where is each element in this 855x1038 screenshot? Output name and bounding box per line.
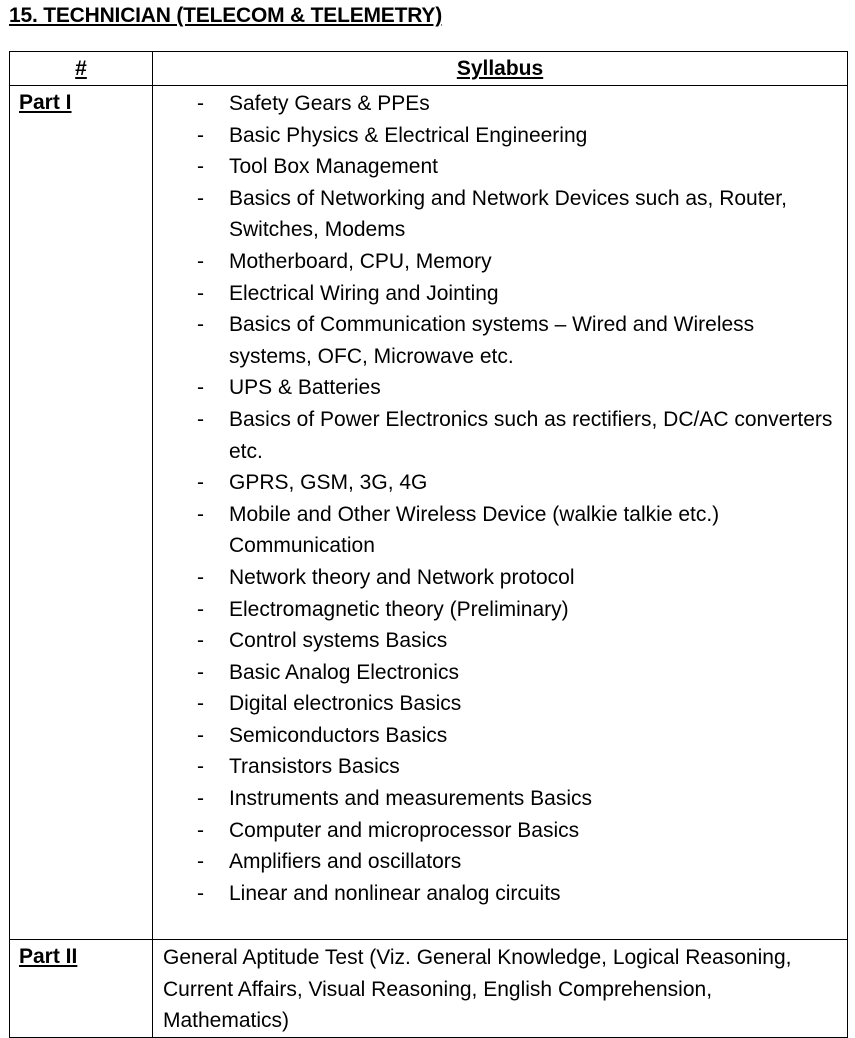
- bullet-dash: -: [197, 565, 204, 589]
- header-syllabus: Syllabus: [153, 52, 848, 86]
- bullet-dash: -: [197, 92, 204, 115]
- topic-text: Motherboard, CPU, Memory: [229, 249, 492, 273]
- list-item: [153, 751, 847, 783]
- topic-text: Tool Box Management: [229, 155, 438, 179]
- topic-text: Network theory and Network protocol: [229, 565, 575, 589]
- topic-text: UPS & Batteries: [229, 376, 381, 400]
- bullet-dash: -: [197, 249, 204, 273]
- topic-text: Basic Physics & Electrical Engineering: [229, 123, 588, 147]
- bullet-dash: -: [197, 660, 204, 684]
- topic-text: Basics of Communication systems – Wired and Wireless systems, OFC, Microwave etc.: [229, 313, 755, 368]
- bullet-dash: -: [197, 755, 204, 779]
- bullet-dash: -: [197, 376, 204, 400]
- part1-syllabus-cell: [153, 86, 848, 940]
- list-item: [153, 657, 847, 689]
- bullet-dash: -: [197, 787, 204, 811]
- list-item: [153, 88, 847, 120]
- list-item: [153, 151, 847, 183]
- bullet-dash: -: [197, 123, 204, 147]
- topic-text: Electrical Wiring and Jointing: [229, 281, 499, 305]
- topic-text: Digital electronics Basics: [229, 692, 462, 716]
- list-item: [153, 183, 847, 246]
- topic-text: Linear and nonlinear analog circuits: [229, 881, 561, 905]
- topic-text: Control systems Basics: [229, 629, 448, 653]
- table-row-part1: [10, 86, 848, 940]
- bullet-dash: -: [197, 502, 204, 526]
- topic-text: Basics of Power Electronics such as rectifiers, DC/AC converters etc.: [229, 407, 833, 463]
- part1-label: Part I: [10, 86, 153, 940]
- list-item: [153, 878, 847, 910]
- topic-text: Transistors Basics: [229, 755, 400, 779]
- bullet-dash: -: [197, 313, 204, 337]
- list-item: [153, 815, 847, 847]
- table-header-row: [10, 52, 848, 86]
- table-row-part2: [10, 940, 848, 1038]
- part2-syllabus-text: General Aptitude Test (Viz. General Knowledge, Logical Reasoning, Current Affairs, Visual Reasoning, English Comprehension, Mathematics): [153, 940, 848, 1038]
- bullet-dash: -: [197, 881, 204, 905]
- topic-text: Electromagnetic theory (Preliminary): [229, 597, 569, 621]
- topic-text: Instruments and measurements Basics: [229, 787, 592, 811]
- bullet-dash: -: [197, 818, 204, 842]
- topic-text: Amplifiers and oscillators: [229, 850, 462, 874]
- list-item: [153, 625, 847, 657]
- syllabus-table: [9, 51, 848, 1038]
- topic-text: Computer and microprocessor Basics: [229, 818, 580, 842]
- bullet-dash: -: [197, 597, 204, 621]
- bullet-dash: -: [197, 281, 204, 305]
- list-item: [153, 720, 847, 752]
- document-title: 15. TECHNICIAN (TELECOM & TELEMETRY): [9, 4, 443, 27]
- topic-text: Basic Analog Electronics: [229, 660, 459, 684]
- bullet-dash: -: [197, 723, 204, 747]
- topic-text: Mobile and Other Wireless Device (walkie talkie etc.) Communication: [229, 502, 720, 558]
- bullet-dash: -: [197, 407, 204, 431]
- topic-text: Basics of Networking and Network Devices such as, Router, Switches, Modems: [229, 186, 787, 242]
- list-item: [153, 372, 847, 404]
- list-item: [153, 467, 847, 499]
- topic-text: GPRS, GSM, 3G, 4G: [229, 471, 428, 495]
- part2-label: Part II: [10, 940, 153, 1038]
- list-item: [153, 783, 847, 815]
- bullet-dash: -: [197, 186, 204, 210]
- part1-topic-list: [153, 86, 847, 909]
- list-item: [153, 309, 847, 372]
- header-number: #: [10, 52, 153, 86]
- list-item: [153, 846, 847, 878]
- list-item: [153, 594, 847, 626]
- list-item: [153, 562, 847, 594]
- list-item: [153, 120, 847, 152]
- bullet-dash: -: [197, 471, 204, 495]
- bullet-dash: -: [197, 155, 204, 179]
- list-item: [153, 278, 847, 310]
- list-item: [153, 404, 847, 467]
- bullet-dash: -: [197, 692, 204, 716]
- bullet-dash: -: [197, 850, 204, 874]
- list-item: [153, 499, 847, 562]
- topic-text: Semiconductors Basics: [229, 723, 448, 747]
- list-item: [153, 246, 847, 278]
- list-item: [153, 688, 847, 720]
- topic-text: Safety Gears & PPEs: [229, 92, 430, 115]
- bullet-dash: -: [197, 629, 204, 653]
